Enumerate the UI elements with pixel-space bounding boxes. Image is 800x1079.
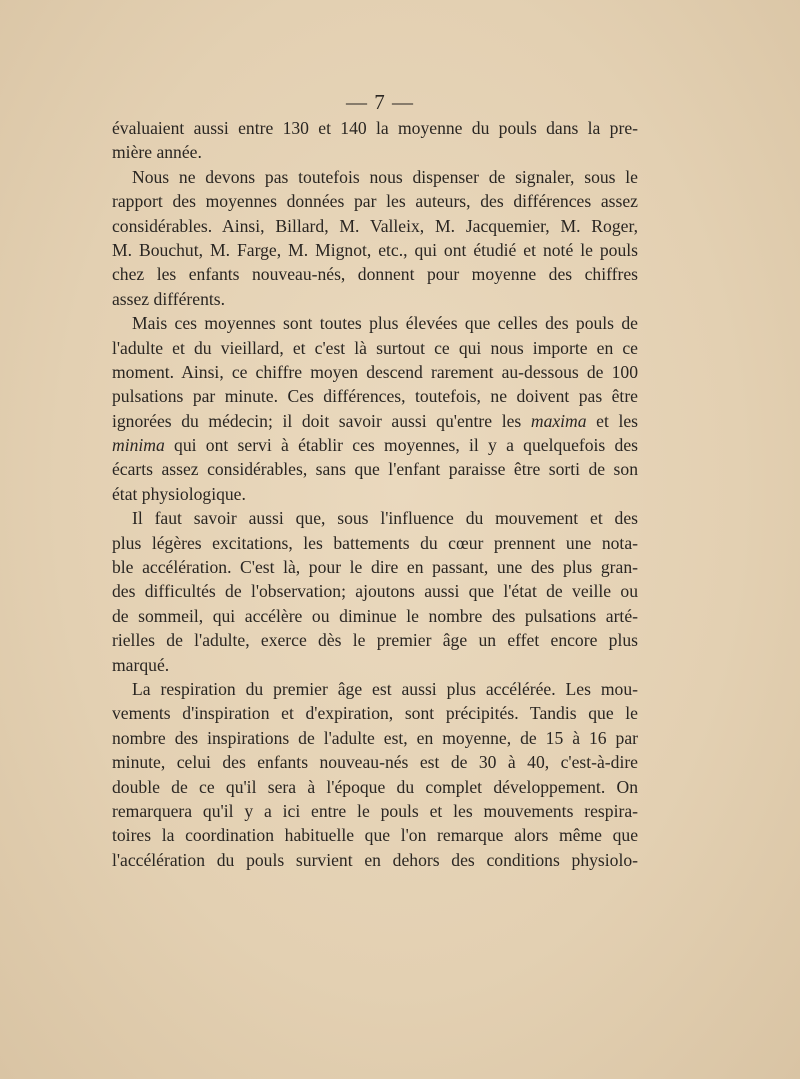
text-line: l'adulte et du vieillard, et c'est là surtout ce qui nous importe en ce [112,337,638,358]
text-line: ble accélération. C'est là, pour le dire en passant, une des plus gran- [112,557,638,578]
text-line: rielles de l'adulte, exerce dès le premier âge un effet encore plus [112,630,638,651]
text-line: pulsations par minute. Ces différences, toutefois, ne doivent pas être [112,386,638,407]
italic-word: minima [112,435,165,456]
paragraph [112,506,638,677]
paragraph [112,677,638,872]
paragraph [112,165,638,311]
italic-word: maxima [530,410,587,431]
text-line: de sommeil, qui accélère ou diminue le nombre des pulsations arté- [112,605,638,626]
text-line: Mais ces moyennes sont toutes plus élevées que celles des pouls de [132,313,638,334]
text-line: mière année. [112,142,202,163]
text-line [112,409,638,433]
text-line: nombre des inspirations de l'adulte est, en moyenne, de 15 à 16 par [112,727,638,748]
text-segment: et les [596,410,639,431]
text-line: minute, celui des enfants nouveau-nés est de 30 à 40, c'est-à-dire [112,752,638,773]
text-line: Nous ne devons pas toutefois nous dispenser de signaler, sous le [132,166,638,187]
page-number: — 7 — [346,90,414,114]
text-line: l'accélération du pouls survient en dehors des conditions physiolo- [112,849,638,870]
text-segment: ignorées du médecin; il doit savoir aussi qu'entre les [112,410,522,431]
text-line: écarts assez considérables, sans que l'enfant paraisse être sorti de son [112,459,638,480]
paragraph [112,311,638,506]
text-line: état physiologique. [112,483,246,504]
text-line: Il faut savoir aussi que, sous l'influence du mouvement et des [132,508,638,529]
body-text [112,116,638,872]
text-line: plus légères excitations, les battements du cœur prennent une nota- [112,532,638,553]
text-line [112,433,638,457]
text-line: M. Bouchut, M. Farge, M. Mignot, etc., qui ont étudié et noté le pouls [112,239,638,260]
text-line: remarquera qu'il y a ici entre le pouls et les mouvements respira- [112,800,638,821]
text-line: marqué. [112,654,170,675]
text-line: considérables. Ainsi, Billard, M. Valleix, M. Jacquemier, M. Roger, [112,215,638,236]
text-line: assez différents. [112,288,226,309]
text-line: des difficultés de l'observation; ajoutons aussi que l'état de veille ou [112,581,638,602]
text-line: toires la coordination habituelle que l'on remarque alors même que [112,825,638,846]
paragraph [112,116,638,165]
text-line: La respiration du premier âge est aussi plus accélérée. Les mou- [132,678,638,699]
text-line: rapport des moyennes données par les auteurs, des différences assez [112,191,638,212]
text-line: double de ce qu'il sera à l'époque du complet développement. On [112,776,638,797]
text-line: évaluaient aussi entre 130 et 140 la moyenne du pouls dans la pre- [112,118,638,138]
text-line: vements d'inspiration et d'expiration, sont précipités. Tandis que le [112,703,638,724]
text-line: chez les enfants nouveau-nés, donnent pour moyenne des chiffres [112,264,638,285]
text-segment: qui ont servi à établir ces moyennes, il y a quelquefois des [174,435,638,456]
text-line: moment. Ainsi, ce chiffre moyen descend rarement au-dessous de 100 [112,361,638,382]
